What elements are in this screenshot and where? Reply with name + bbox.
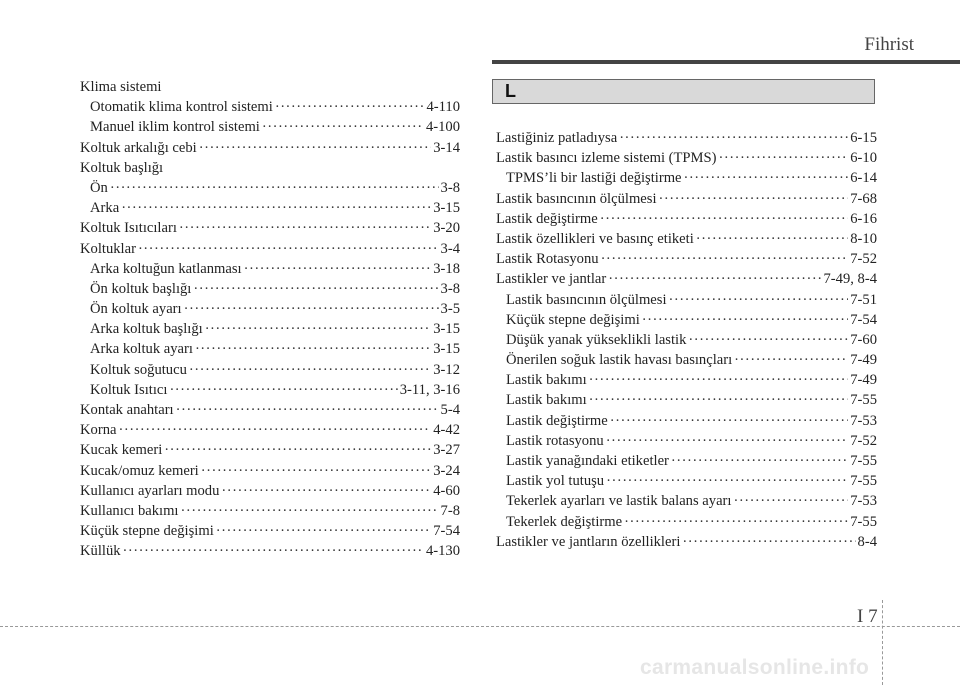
index-entry-term: Kucak/omuz kemeri — [80, 462, 199, 479]
index-entry — [496, 411, 877, 431]
dot-leader — [671, 451, 848, 471]
dot-leader — [275, 97, 425, 117]
index-entry-page: 7-52 — [850, 432, 877, 449]
index-entry — [80, 198, 460, 218]
index-entry-page: 3-15 — [433, 341, 460, 358]
index-entry — [80, 319, 460, 339]
index-entry-page: 7-53 — [850, 412, 877, 429]
dot-leader — [181, 501, 439, 521]
index-entry — [496, 168, 877, 188]
index-entry — [496, 512, 877, 532]
index-entry-term: Lastik yol tutuşu — [506, 473, 605, 490]
index-entry-page: 7-8 — [440, 502, 460, 519]
dot-leader — [608, 269, 821, 289]
index-entry-page: 3-11, 3-16 — [399, 381, 460, 398]
dot-leader — [216, 521, 431, 541]
index-entry-term: Arka — [90, 200, 120, 217]
index-entry-term: TPMS’li bir lastiği değiştirme — [506, 170, 682, 187]
dot-leader — [179, 218, 431, 238]
dot-leader — [696, 229, 848, 249]
index-entry — [80, 541, 460, 561]
index-entry-term: Arka koltuk ayarı — [90, 341, 193, 358]
index-entry — [80, 521, 460, 541]
index-entry — [80, 481, 460, 501]
index-entry-page: 3-12 — [433, 361, 460, 378]
index-entry-page: 7-55 — [850, 392, 877, 409]
index-entry-page: 3-15 — [433, 200, 460, 217]
index-entry-page: 5-4 — [440, 402, 460, 418]
index-entry-term: Arka koltuk başlığı — [90, 321, 203, 338]
index-entry — [80, 400, 460, 420]
index-entry — [496, 269, 877, 289]
index-entry-term: Lastik basıncı izleme sistemi (TPMS) — [496, 150, 717, 167]
dot-leader — [610, 411, 849, 431]
index-entry-page: 7-49 — [850, 372, 877, 389]
index-entry-term: Kucak kemeri — [80, 442, 163, 459]
index-entry-term: Lastik yanağındaki etiketler — [506, 453, 669, 469]
dot-leader — [601, 249, 849, 269]
index-entry-page: 4-100 — [425, 119, 460, 136]
index-entry — [80, 420, 460, 440]
index-entry-page: 3-20 — [433, 220, 460, 237]
index-entry — [496, 310, 877, 330]
index-entry-page: 6-10 — [850, 150, 877, 167]
dot-leader — [110, 178, 439, 198]
index-entry — [80, 259, 460, 279]
index-entry — [80, 77, 460, 97]
dot-leader — [600, 209, 849, 229]
index-entry — [80, 360, 460, 380]
index-entry-term: Lastik değiştirme — [496, 210, 598, 227]
index-entry — [80, 279, 460, 299]
section-letter-box — [492, 79, 875, 104]
index-entry — [496, 451, 877, 471]
dot-leader — [195, 339, 431, 359]
index-entry — [496, 189, 877, 209]
index-entry-term: Manuel iklim kontrol sistemi — [90, 119, 260, 136]
dot-leader — [123, 541, 424, 561]
index-entry-page: 7-60 — [850, 331, 877, 348]
index-entry-page: 7-55 — [850, 453, 877, 469]
dot-leader — [205, 319, 432, 339]
index-entry-term: Düşük yanak yükseklikli lastik — [506, 331, 687, 348]
dot-leader — [184, 299, 439, 319]
dot-leader — [589, 390, 849, 410]
dot-leader — [642, 310, 848, 330]
index-entry — [80, 440, 460, 460]
page-header-title: Fihrist — [864, 34, 914, 55]
index-entry-term: Küçük stepne değişimi — [506, 311, 640, 328]
footer-vertical-dashed-rule — [882, 600, 883, 685]
index-entry-page: 4-130 — [425, 543, 460, 560]
index-entry-term: Ön koltuk ayarı — [90, 301, 182, 318]
index-entry — [496, 431, 877, 451]
index-entry-term: Koltuk başlığı — [80, 159, 164, 176]
section-letter: L — [505, 81, 516, 101]
index-entry-page: 7-52 — [850, 251, 877, 268]
index-entry-page: 3-5 — [440, 301, 460, 318]
index-entry-page: 3-27 — [433, 442, 460, 459]
index-entry — [496, 390, 877, 410]
dot-leader — [659, 189, 849, 209]
index-entry-page: 3-18 — [433, 260, 460, 277]
dot-leader — [606, 471, 848, 491]
index-entry-term: Koltuk arkalığı cebi — [80, 139, 197, 156]
watermark: carmanualsonline.info — [640, 656, 870, 679]
index-entry-term: Önerilen soğuk lastik havası basınçları — [506, 352, 733, 369]
index-entry-term: Lastikler ve jantların özellikleri — [496, 533, 681, 550]
index-entry — [496, 330, 877, 350]
footer-dashed-rule — [0, 626, 960, 627]
index-entry — [496, 229, 877, 249]
dot-leader — [244, 259, 432, 279]
index-entry-term: Lastik özellikleri ve basınç etiketi — [496, 230, 694, 247]
index-entry-page: 4-42 — [433, 422, 460, 439]
dot-leader — [221, 481, 431, 501]
index-entry-term: Ön koltuk başlığı — [90, 280, 192, 297]
dot-leader — [176, 400, 439, 420]
index-entry-page: 6-15 — [850, 130, 877, 146]
index-entry-term: Arka koltuğun katlanması — [90, 260, 242, 277]
index-entry-term: Tekerlek değiştirme — [506, 513, 623, 530]
dot-leader — [688, 330, 848, 350]
index-entry-term: Koltuk Isıtıcıları — [80, 220, 177, 237]
dot-leader — [589, 370, 849, 390]
index-entry — [496, 532, 877, 552]
index-entry-page: 7-55 — [850, 473, 877, 490]
dot-leader — [164, 440, 431, 460]
index-entry — [496, 148, 877, 168]
index-entry-page: 7-68 — [850, 190, 877, 207]
index-entry-page: 8-10 — [850, 230, 877, 247]
index-entry — [80, 97, 460, 117]
index-entry-term: Küllük — [80, 543, 121, 560]
index-entry-term: Lastiğiniz patladıysa — [496, 130, 618, 146]
index-entry — [80, 239, 460, 259]
index-entry-term: Lastikler ve jantlar — [496, 271, 607, 288]
index-entry — [80, 299, 460, 319]
index-entry-term: Ön — [90, 179, 108, 196]
index-entry — [80, 380, 460, 400]
index-entry-page: 3-15 — [433, 321, 460, 338]
dot-leader — [121, 198, 431, 218]
index-entry-term: Koltuk Isıtıcı — [90, 381, 168, 398]
index-entry-page: 7-51 — [850, 291, 877, 308]
index-entry — [80, 339, 460, 359]
index-column-right — [496, 128, 877, 552]
index-entry-page: 7-49, 8-4 — [823, 271, 877, 288]
dot-leader — [138, 239, 439, 259]
dot-leader — [201, 461, 432, 481]
dot-leader — [118, 420, 431, 440]
dot-leader — [189, 360, 431, 380]
index-entry-term: Tekerlek ayarları ve lastik balans ayarı — [506, 493, 732, 510]
index-entry-term: Koltuklar — [80, 240, 136, 257]
dot-leader — [193, 279, 438, 299]
index-entry-term: Korna — [80, 422, 117, 439]
index-entry — [80, 501, 460, 521]
index-entry-term: Küçük stepne değişimi — [80, 523, 214, 540]
index-entry-term: Lastik bakımı — [506, 372, 587, 389]
dot-leader — [734, 350, 848, 370]
index-entry-page: 3-4 — [440, 240, 460, 257]
index-entry — [496, 370, 877, 390]
index-entry-page: 4-60 — [433, 482, 460, 499]
dot-leader — [684, 168, 849, 188]
index-entry — [80, 178, 460, 198]
index-entry-page: 3-8 — [440, 280, 460, 297]
index-column-left — [80, 77, 460, 562]
index-entry-page: 3-24 — [433, 462, 460, 479]
header-rule — [492, 60, 960, 64]
dot-leader — [719, 148, 849, 168]
index-entry — [496, 209, 877, 229]
index-entry-term: Koltuk soğutucu — [90, 361, 187, 378]
index-entry-term: Kontak anahtarı — [80, 402, 174, 418]
dot-leader — [606, 431, 849, 451]
index-entry — [496, 128, 877, 148]
dot-leader — [733, 491, 848, 511]
index-entry-term: Lastik basıncının ölçülmesi — [496, 190, 657, 207]
dot-leader — [682, 532, 855, 552]
dot-leader — [619, 128, 848, 148]
index-entry — [80, 218, 460, 238]
index-entry — [80, 158, 460, 178]
index-entry-page: 6-16 — [850, 210, 877, 227]
page-number: I 7 — [857, 606, 878, 627]
dot-leader — [669, 290, 849, 310]
index-entry-term: Lastik bakımı — [506, 392, 587, 409]
index-entry-page: 7-53 — [850, 493, 877, 510]
index-entry-page: 3-8 — [440, 179, 460, 196]
index-entry-page: 3-14 — [433, 139, 460, 156]
index-entry-page: 6-14 — [850, 170, 877, 187]
index-entry-term: Otomatik klima kontrol sistemi — [90, 99, 273, 116]
index-entry-term: Lastik basıncının ölçülmesi — [506, 291, 667, 308]
index-entry-term: Kullanıcı bakımı — [80, 502, 179, 519]
index-entry — [496, 471, 877, 491]
index-entry — [80, 117, 460, 137]
index-entry-page: 7-55 — [850, 513, 877, 530]
index-entry — [496, 249, 877, 269]
dot-leader — [624, 512, 848, 532]
index-entry-page: 7-49 — [850, 352, 877, 369]
index-entry-page: 7-54 — [433, 523, 460, 540]
index-entry-term: Klima sistemi — [80, 79, 162, 95]
dot-leader — [169, 380, 397, 400]
index-entry-page: 7-54 — [850, 311, 877, 328]
index-entry-term: Kullanıcı ayarları modu — [80, 482, 220, 499]
index-entry-page: 4-110 — [426, 99, 460, 116]
index-entry — [80, 138, 460, 158]
index-entry-term: Lastik rotasyonu — [506, 432, 604, 449]
index-entry-term: Lastik değiştirme — [506, 412, 608, 429]
index-entry — [496, 350, 877, 370]
index-entry-page: 8-4 — [857, 533, 877, 550]
index-entry — [496, 491, 877, 511]
index-entry-term: Lastik Rotasyonu — [496, 251, 599, 268]
dot-leader — [199, 138, 432, 158]
dot-leader — [262, 117, 424, 137]
index-entry — [496, 290, 877, 310]
index-entry — [80, 461, 460, 481]
